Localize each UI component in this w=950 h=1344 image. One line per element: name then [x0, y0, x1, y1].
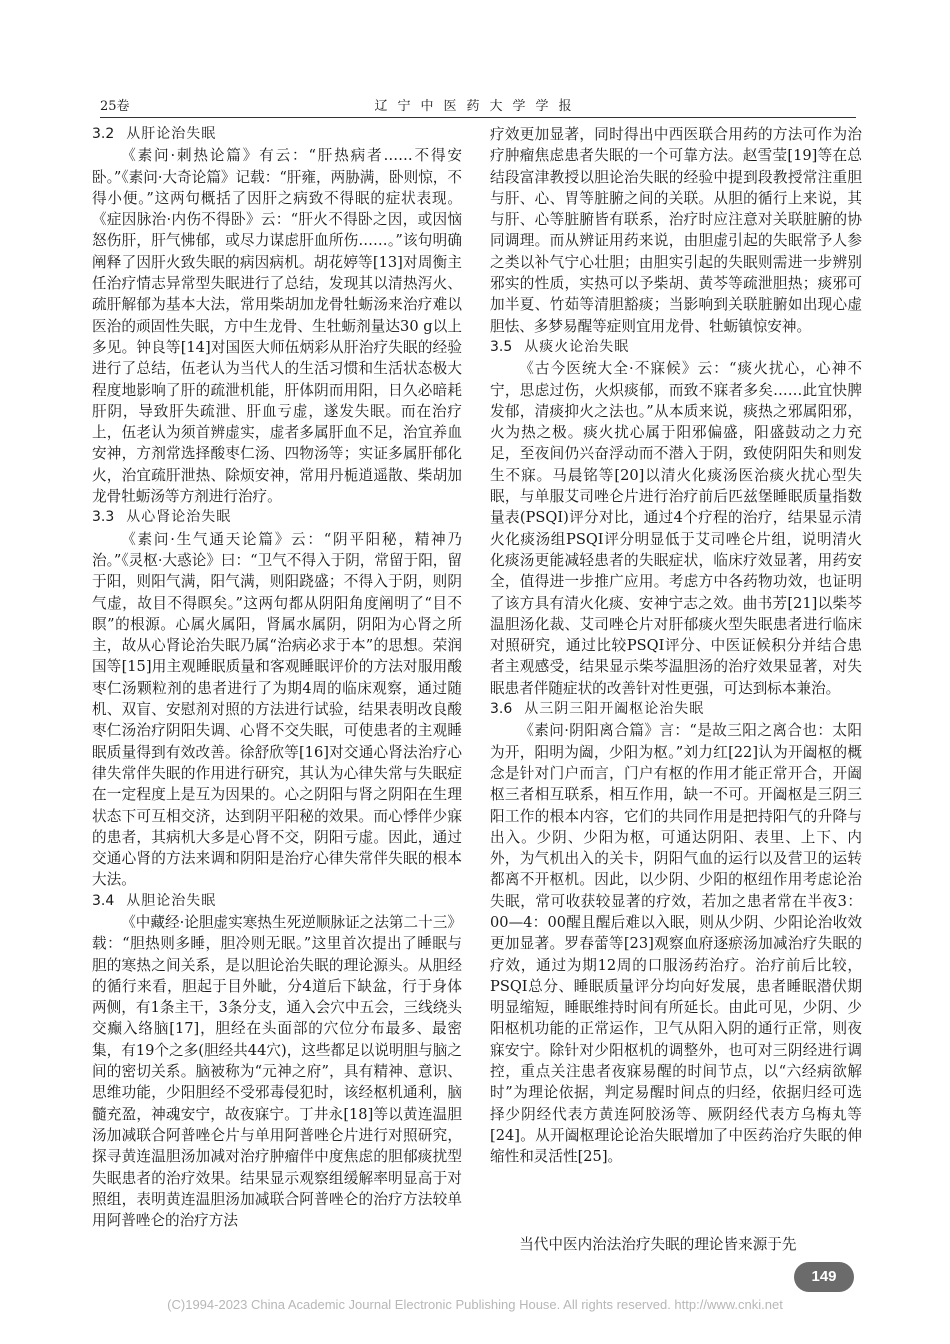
section-heading-3-5: 3.5 从痰火论治失眠: [490, 338, 630, 355]
section-heading-3-6: 3.6 从三阴三阳开阖枢论治失眠: [490, 701, 705, 718]
paragraph: 《古今医统大全·不寐候》云：“痰火扰心，心神不宁，思虑过伤，火炽痰郁，而致不寐者多矣……此宜快脾发郁，清痰抑火之法也。”从本质来说，痰热之邪属阳邪，火为热之极。痰火扰心属于阳邪偏盛，阳盛鼓动之力充足，至夜间仍兴奋浮动而不潜入于阴，致使阴阳失和则发生不寐。马晨铭等[20]以清火化痰汤医治痰火扰心型失眠，与单服艾司唑仑片进行治疗前后匹兹堡睡眠质量指数量表(PSQI)评分对比，通过4个疗程的治疗，结果显示清火化痰汤组PSQI评分明显低于艾司唑仑片组，说明清火化痰汤更能减轻患者的失眠症状，临床疗效显著，用药安全，值得进一步推广应用。考虑方中各药物功效，也证明了该方具有清火化痰、安神宁志之效。曲书芳[21]以柴芩温胆汤化裁、艾司唑仑片对肝郁痰火型失眠患者进行临床对照研究，通过比较PSQI评分、中医证候积分并结合患者主观感受，结果显示柴芩温胆汤的治疗效果显著，对失眠患者伴随症状的改善针对性更强，可达到标本兼治。: [490, 360, 862, 697]
paragraph: 《素问·生气通天论篇》云：“阴平阳秘，精神乃治。”《灵枢·大惑论》曰：“卫气不得入于阴，常留于阳，留于阳，则阳气满，阳气满，则阳跷盛；不得入于阴，则阴气虚，故目不得瞑矣。”这两句都从阴阳角度阐明了“目不瞑”的根源。心属火属阳，肾属水属阴，阴阳为心肾之所主，故从心肾论治失眠乃属“治病必求于本”的思想。荣润国等[15]用主观睡眠质量和客观睡眠评价的方法对服用酸枣仁汤颗粒剂的患者进行了为期4周的临床观察，通过随机、双盲、安慰剂对照的方法进行试验，结果表明改良酸枣仁汤治疗阴阳失调、心肾不交失眠，可使患者的主观睡眠质量得到有效改善。徐舒欣等[16]对交通心肾法治疗心律失常伴失眠的作用进行研究，其认为心律失常与失眠症在一定程度上是互为因果的。心之阴阳与肾之阴阳在生理状态下可互相交济，达到阴平阳秘的效果。而心悸伴少寐的患者，其病机大多是心肾不交，阴阳亏虚。因此，通过交通心肾的方法来调和阴阳是治疗心律失常伴失眠的根本大法。: [92, 530, 462, 889]
paragraph: 《素问·阴阳离合篇》言：“是故三阳之离合也：太阳为开，阳明为阖，少阳为枢。”刘力红[22]认为开阖枢的概念是针对门户而言，门户有枢的作用才能正常开合，开阖枢三者相互联系，相互作用，缺一不可。开阖枢是三阴三阳工作的根本内容，它们的共同作用是把持阳气的升降与出入。少阴、少阳为枢，可通达阴阳、表里、上下、内外，为气机出入的关卡，阴阳气血的运行以及营卫的运转都离不开枢机。因此，以少阴、少阳的枢纽作用考虑论治失眠，常可收获较显著的疗效，若加之患者常在半夜3：00—4：00醒且醒后难以入眠，则从少阴、少阳论治收效更加显著。罗春蕾等[23]观察血府逐瘀汤加减治疗失眠的疗效，通过为期12周的口服汤药治疗。治疗前后比较，PSQI总分、睡眠质量评分均向好发展，患者睡眠潜伏期明显缩短，睡眠维持时间有所延长。由此可见，少阴、少阳枢机功能的正常运作，卫气从阳入阴的通行正常，则夜寐安宁。除针对少阳枢机的调整外，也可对三阴经进行调控，重点关注患者夜寐易醒的时间节点，以“六经病欲解时”为理论依据，判定易醒时间点的归经，依据归经可选择少阴经代表方黄连阿胶汤等、厥阴经代表方乌梅丸等[24]。从开阖枢理论论治失眠增加了中医药治疗失眠的伸缩性和灵活性[25]。: [490, 722, 862, 1166]
running-header: [100, 95, 856, 115]
page-number: 149: [794, 1262, 854, 1292]
paragraph-last-line: 当代中医内治法治疗失眠的理论皆来源于先: [519, 1236, 797, 1253]
section-heading-3-4: 3.4 从胆论治失眠: [92, 892, 217, 909]
copyright-footer: (C)1994-2023 China Academic Journal Electronic Publishing House. All rights reserved. http://www.cnki.net: [167, 1297, 783, 1312]
paragraph: 《中藏经·论胆虚实寒热生死逆顺脉证之法第二十三》载：“胆热则多睡，胆冷则无眠。”这里首次提出了睡眠与胆的寒热之间关系，是以胆论治失眠的理论源头。从胆经的循行来看，胆起于目外眦，分4道后下缺盆，行于身体两侧，有1条主干，3条分支，通入会穴中五会，三线绕头交癫入络脑[17]，胆经在头面部的穴位分布最多、最密集，有19个之多(胆经共44穴)，这些都足以说明胆与脑之间的密切关系。脑被称为“元神之府”，具有精神、意识、思维功能，少阳胆经不受邪毒侵犯时，该经枢机通利，脑髓充盈，神魂安宁，故夜寐宁。丁井永[18]等以黄连温胆汤加减联合阿普唑仑片与单用阿普唑仑片进行对照研究，探寻黄连温胆汤加减对治疗肿瘤伴中度焦虑的胆郁痰扰型失眠患者的治疗效果。结果显示观察组缓解率明显高于对照组，表明黄连温胆汤加减联合阿普唑仑的治疗方法较单用阿普唑仑的治疗方法: [92, 913, 462, 1230]
volume-label: 25卷: [100, 99, 130, 114]
left-column: [92, 124, 462, 1231]
paragraph: 《素问·刺热论篇》有云：“肝热病者……不得安卧。”《素问·大奇论篇》记载：“肝雍，两胁满，卧则惊，不得小便。”这两句概括了因肝之病致不得眠的症状表现。《症因脉治·内伤不得卧》云：“肝火不得卧之因，或因恼怒伤肝，肝气怫郁，或尽力谋虑肝血所伤……。”该句明确阐释了因肝火致失眠的病因病机。胡花婷等[13]对周衡主任治疗情志异常型失眠进行了总结，发现其以清热泻火、疏肝解郁为基本大法，常用柴胡加龙骨牡蛎汤来治疗难以医治的顽固性失眠，方中生龙骨、生牡蛎剂量达30 g以上多见。钟良等[14]对国医大师伍炳彩从肝治疗失眠的经验进行了总结，伍老认为当代人的生活习惯和生活状态极大程度地影响了肝的疏泄机能，肝体阴而用阳，日久必暗耗肝阴，导致肝失疏泄、肝血亏虚，遂发失眠。而在治疗上，伍老认为须首辨虚实，虚者多属肝血不足，治宜养血安神，方剂常选择酸枣仁汤、四物汤等；实证多属肝郁化火，治宜疏肝泄热、除烦安神，常用丹栀逍遥散、柴胡加龙骨牡蛎汤等方剂进行治疗。: [92, 147, 462, 506]
right-column: [490, 124, 862, 1168]
journal-title: 辽宁中医药大学学报: [374, 99, 582, 114]
section-heading-3-2: 3.2 从肝论治失眠: [92, 126, 217, 142]
header-rule: [100, 117, 856, 118]
paragraph-continued: 疗效更加显著，同时得出中西医联合用药的方法可作为治疗肿瘤焦虑患者失眠的一个可靠方法。赵雪莹[19]等在总结段富津教授以胆论治失眠的经验中提到段教授常注重胆与肝、心、胃等脏腑之间的关联。从胆的循行上来说，其与肝、心等脏腑皆有联系，治疗时应注意对关联脏腑的协同调理。而从辨证用药来说，由胆虚引起的失眠常予人参之类以补气宁心壮胆；由胆实引起的失眠则需进一步辨别邪实的性质，实热可以予柴胡、黄芩等疏泄胆热；痰邪可加半夏、竹茹等清胆豁痰；当影响到关联脏腑如出现心虚胆怯、多梦易醒等症则宜用龙骨、牡蛎镇惊安神。: [490, 126, 862, 335]
section-heading-3-3: 3.3 从心肾论治失眠: [92, 509, 232, 526]
